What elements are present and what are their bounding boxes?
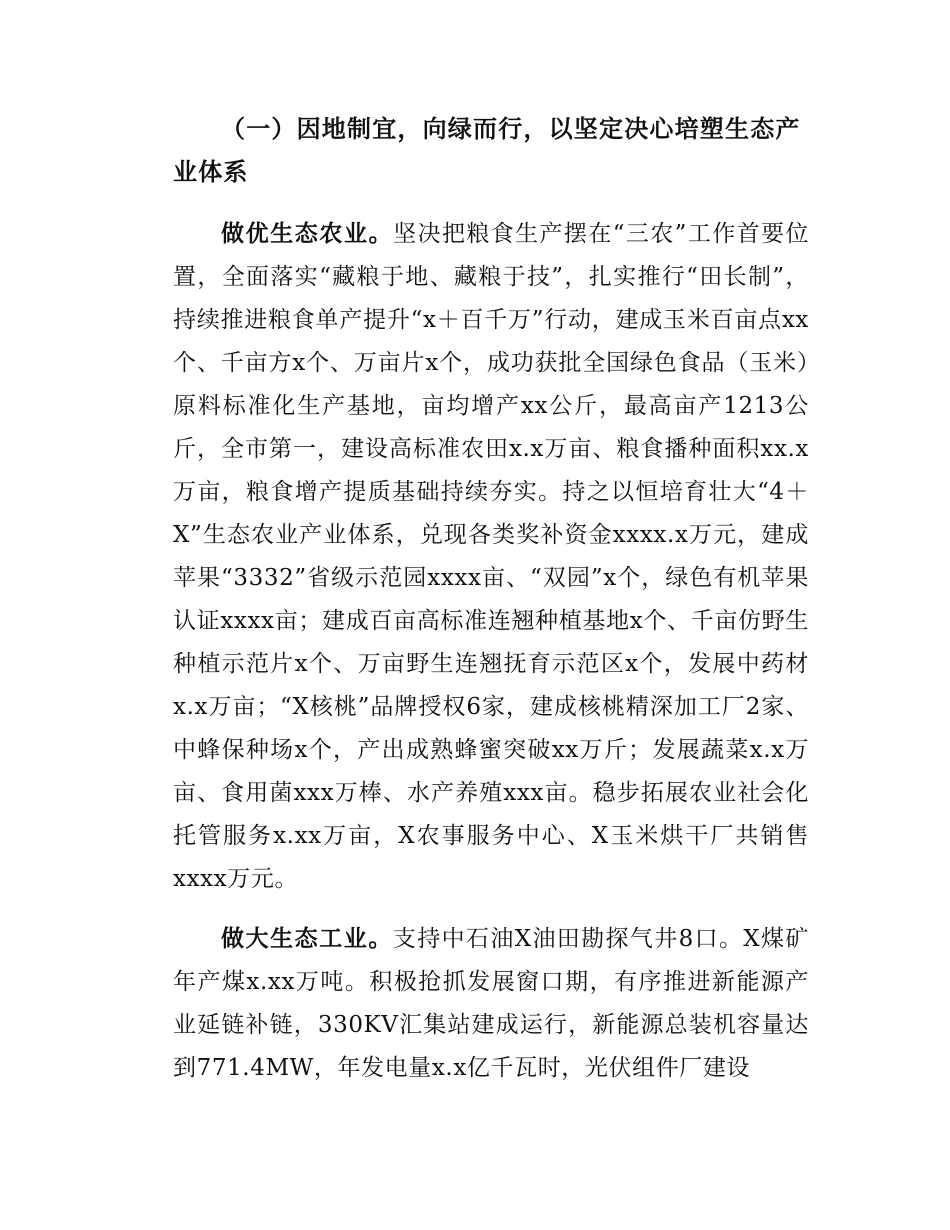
paragraph-lead: 做优生态农业。 <box>221 221 394 247</box>
paragraph-lead: 做大生态工业。 <box>221 926 393 952</box>
document-body <box>173 108 809 1107</box>
paragraph-ecological-industry <box>173 918 809 1090</box>
paragraph-text: 坚决把粮食生产摆在“三农”工作首要位置，全面落实“藏粮于地、藏粮于技”，扎实推行“田长制”，持续推进粮食单产提升“x＋百千万”行动，建成玉米百亩点xx个、千亩方x个、万亩片x个，成功获批全国绿色食品（玉米）原料标准化生产基地，亩均增产xx公斤，最高亩产1213公斤，全市第一，建设高标准农田x.x万亩、粮食播种面积xx.x万亩，粮食增产提质基础持续夯实。持之以恒培育壮大“4＋X”生态农业产业体系，兑现各类奖补资金xxxx.x万元，建成苹果“3332”省级示范园xxxx亩、“双园”x个，绿色有机苹果认证xxxx亩；建成百亩高标准连翘种植基地x个、千亩仿野生种植示范片x个、万亩野生连翘抚育示范区x个，发展中药材x.x万亩；“X核桃”品牌授权6家，建成核桃精深加工厂2家、中蜂保种场x个，产出成熟蜂蜜突破xx万斤；发展蔬菜x.x万亩、食用菌xxx万棒、水产养殖xxx亩。稳步拓展农业社会化托管服务x.xx万亩，X农事服务中心、X玉米烘干厂共销售xxxx万元。 <box>173 221 809 892</box>
section-heading: （一）因地制宜，向绿而行，以坚定决心培塑生态产业体系 <box>173 115 801 186</box>
paragraph-text: 支持中石油X油田勘探气井8口。X煤矿年产煤x.xx万吨。积极抢抓发展窗口期，有序推进新能源产业延链补链，330KV汇集站建成运行，新能源总装机容量达到771.4MW，年发电量x.x亿千瓦时，光伏组件厂建设 <box>173 926 809 1081</box>
paragraph-ecological-agriculture <box>173 213 809 901</box>
